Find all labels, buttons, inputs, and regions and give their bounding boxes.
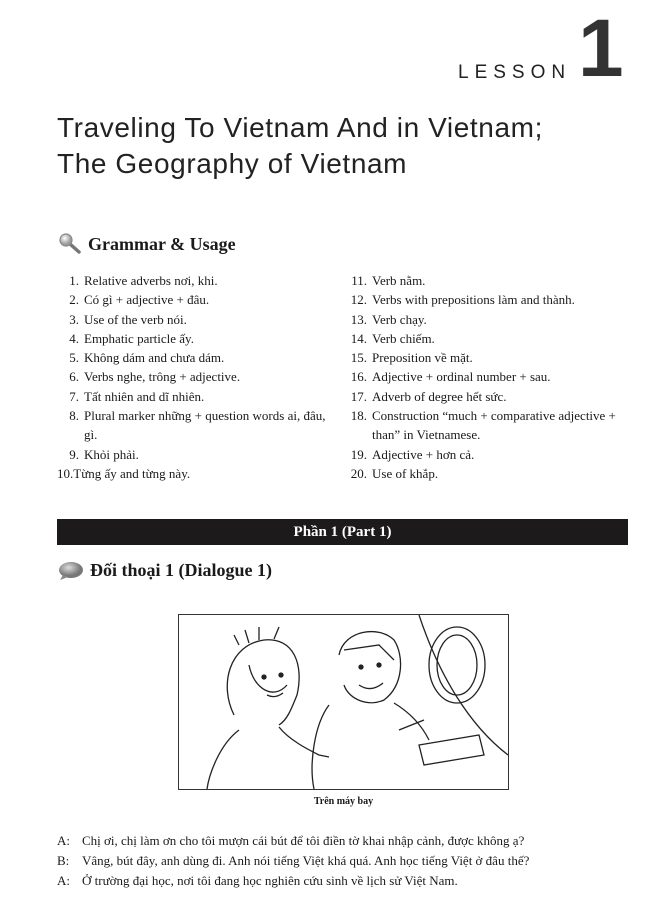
item-number: 19. — [350, 446, 367, 462]
grammar-item — [57, 464, 337, 483]
page-title — [57, 110, 543, 182]
item-text: Verb chiếm. — [372, 330, 435, 346]
part-banner: Phần 1 (Part 1) — [57, 519, 628, 545]
magnifier-icon — [58, 233, 82, 255]
item-number: 11. — [351, 273, 367, 288]
illustration-caption: Trên máy bay — [313, 796, 374, 807]
line-text: Chị ơi, chị làm ơn cho tôi mượn cái bút để tôi điền tờ khai nhập cảnh, được không ạ? — [82, 833, 525, 848]
dialogue-heading-text: Đối thoại 1 (Dialogue 1) — [90, 560, 272, 580]
dialogue-line — [57, 871, 529, 891]
grammar-item — [345, 387, 635, 406]
item-number: 16. — [350, 369, 367, 385]
item-number: 9. — [69, 446, 79, 462]
item-number: 7. — [69, 388, 79, 404]
title-line-1: Traveling To Vietnam And in Vietnam; — [57, 112, 543, 143]
line-text: Ở trường đại học, nơi tôi đang học nghiên cứu sinh về lịch sử Việt Nam. — [82, 873, 458, 888]
lesson-label: LESSON — [458, 62, 572, 83]
grammar-item — [345, 310, 635, 329]
item-text: Plural marker những + question words ai, đâu, gì. — [84, 408, 326, 443]
speaker-label: B: — [57, 853, 70, 868]
grammar-item — [57, 445, 337, 464]
grammar-heading — [58, 233, 236, 255]
line-text: Vâng, bút đây, anh dùng đi. Anh nói tiếng Việt khá quá. Anh học tiếng Việt ở đâu thế? — [82, 853, 530, 868]
item-text: Verb nằm. — [372, 273, 426, 288]
grammar-list-left — [57, 271, 337, 483]
item-text: Không dám and chưa dám. — [84, 350, 225, 366]
grammar-item — [345, 271, 635, 290]
item-number: 15. — [350, 350, 367, 366]
title-line-2: The Geography of Vietnam — [57, 148, 408, 179]
grammar-item — [345, 464, 635, 483]
item-text: Adjective + ordinal number + sau. — [372, 369, 551, 385]
grammar-item — [345, 445, 635, 464]
item-number: 20. — [350, 465, 367, 481]
item-number: 2. — [69, 292, 79, 308]
item-text: Adjective + hơn cả. — [372, 446, 475, 462]
dialogue-line — [57, 831, 529, 851]
item-number: 1. — [69, 273, 79, 288]
grammar-item — [57, 310, 337, 329]
grammar-heading-text: Grammar & Usage — [88, 233, 236, 254]
item-text: Emphatic particle ấy. — [84, 330, 194, 346]
item-text: Construction “much + comparative adjective + than” in Vietnamese. — [372, 408, 616, 443]
dialogue-lines — [57, 831, 529, 891]
dialogue-illustration — [178, 614, 509, 790]
grammar-item — [57, 367, 337, 386]
item-text: Verb chạy. — [372, 311, 427, 327]
item-number: 4. — [69, 330, 79, 346]
grammar-item — [57, 348, 337, 367]
grammar-item — [57, 406, 337, 445]
item-text: Preposition về mặt. — [372, 350, 473, 366]
grammar-item — [345, 329, 635, 348]
item-number: 18. — [350, 408, 367, 424]
speech-bubble-icon — [58, 561, 84, 581]
item-text: Từng ấy and từng này. — [73, 465, 191, 481]
item-text: Relative adverbs nơi, khi. — [84, 273, 218, 288]
grammar-item — [345, 367, 635, 386]
grammar-item — [57, 387, 337, 406]
item-number: 5. — [69, 350, 79, 366]
lesson-number: 1 — [578, 3, 624, 94]
item-text: Verbs nghe, trông + adjective. — [84, 369, 241, 385]
speaker-label: A: — [57, 833, 70, 848]
item-text: Có gì + adjective + đâu. — [84, 292, 210, 308]
item-number: 8. — [69, 408, 79, 424]
item-number: 14. — [350, 330, 367, 346]
dialogue-heading — [58, 560, 272, 581]
speaker-label: A: — [57, 873, 70, 888]
dialogue-line — [57, 851, 529, 871]
grammar-list-right — [345, 271, 635, 483]
item-number: 3. — [69, 311, 79, 327]
grammar-item — [345, 348, 635, 367]
grammar-item — [57, 329, 337, 348]
grammar-item — [57, 290, 337, 309]
item-number: 17. — [350, 388, 367, 404]
grammar-item — [345, 290, 635, 309]
item-text: Adverb of degree hết sức. — [372, 388, 507, 404]
item-number: 13. — [350, 311, 367, 327]
item-text: Use of the verb nói. — [84, 311, 187, 327]
item-text: Use of khắp. — [372, 465, 439, 481]
grammar-item — [345, 406, 635, 445]
item-number: 6. — [69, 369, 79, 385]
item-number: 12. — [350, 292, 367, 308]
item-text: Verbs with prepositions làm and thành. — [372, 292, 575, 308]
grammar-item — [57, 271, 337, 290]
item-text: Tất nhiên and dĩ nhiên. — [84, 388, 205, 404]
item-number: 10. — [57, 465, 74, 481]
item-text: Khỏi phải. — [84, 446, 139, 462]
